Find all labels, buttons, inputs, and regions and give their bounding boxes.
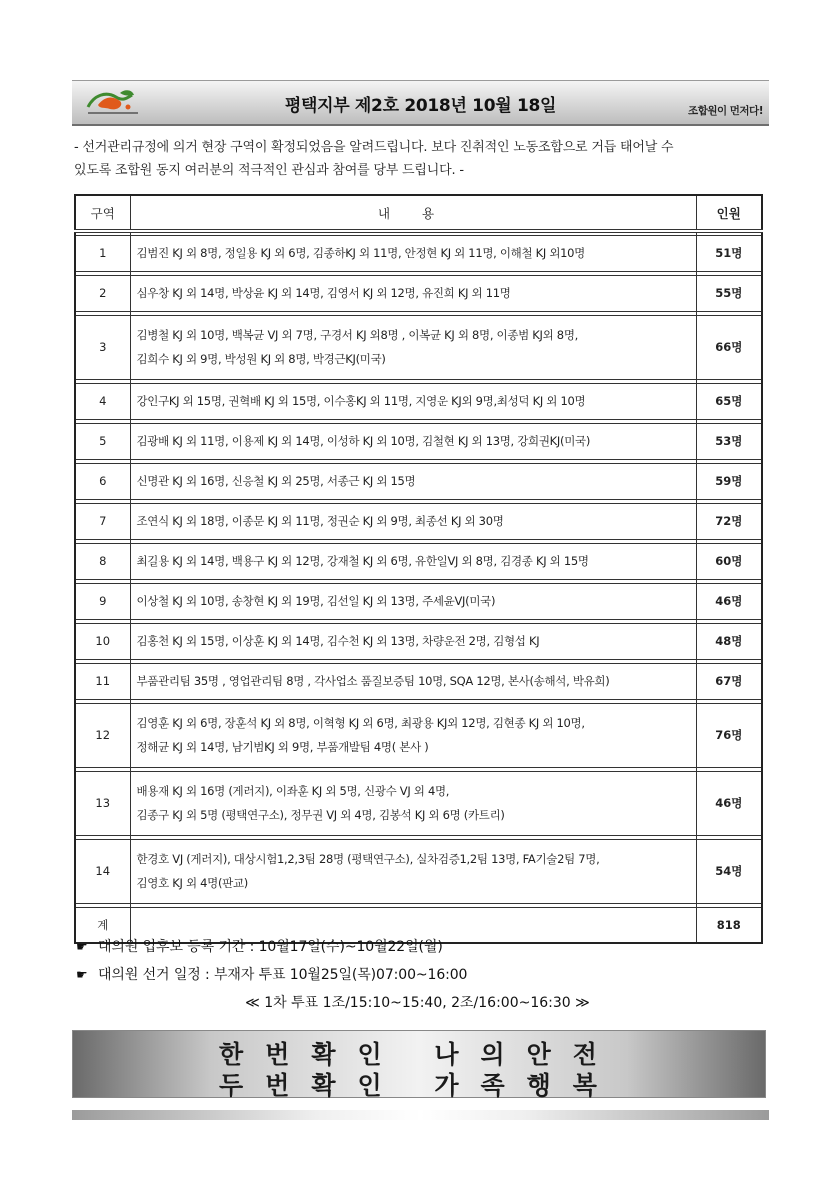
member-line: 이상철 KJ 외 10명, 송창현 KJ 외 19명, 김선일 KJ 외 13명, 주세윤VJ(미국) [136, 594, 496, 608]
district-number: 9 [75, 583, 130, 619]
table-body [75, 231, 762, 943]
safety-banner [72, 1030, 766, 1098]
member-count: 59명 [696, 463, 762, 499]
district-members [130, 583, 696, 619]
district-number: 2 [75, 275, 130, 311]
district-number: 4 [75, 383, 130, 419]
table-row [75, 543, 762, 579]
header-bar [72, 80, 769, 126]
member-line: 김홍천 KJ 외 15명, 이상훈 KJ 외 14명, 김수천 KJ 외 13명, 차량운전 2명, 김형섭 KJ [136, 634, 540, 648]
table-row [75, 315, 762, 379]
table-row [75, 275, 762, 311]
member-count: 67명 [696, 663, 762, 699]
banner-line-2: 두번확인 가족행복 [219, 1071, 619, 1100]
district-members [130, 663, 696, 699]
table-row [75, 623, 762, 659]
member-count: 60명 [696, 543, 762, 579]
member-line: 강인구KJ 외 15명, 권혁배 KJ 외 15명, 이수홍KJ 외 11명, 지영운 KJ외 9명,최성덕 KJ 외 10명 [136, 394, 586, 408]
district-number: 10 [75, 623, 130, 659]
member-count: 76명 [696, 703, 762, 767]
district-members [130, 275, 696, 311]
member-line: 최길용 KJ 외 14명, 백용구 KJ 외 12명, 강재철 KJ 외 6명, 유한일VJ 외 8명, 김경종 KJ 외 15명 [136, 554, 589, 568]
district-members [130, 383, 696, 419]
newsletter-title: 평택지부 제2호 2018년 10월 18일 [284, 96, 557, 116]
district-members [130, 423, 696, 459]
district-number: 11 [75, 663, 130, 699]
member-line: 김희수 KJ 외 9명, 박성원 KJ 외 8명, 박경근KJ(미국) [136, 352, 386, 366]
district-members [130, 623, 696, 659]
table-header-row [75, 195, 762, 231]
footer-bar [72, 1110, 769, 1120]
member-line: 김병철 KJ 외 10명, 백복균 VJ 외 7명, 구경서 KJ 외8명 , 이복균 KJ 외 8명, 이종범 KJ외 8명, [136, 328, 578, 342]
notice-text: 대의원 선거 일정 : 부재자 투표 10월25일(목)07:00~16:00 [98, 967, 468, 983]
district-number: 12 [75, 703, 130, 767]
member-line: 신명관 KJ 외 16명, 신응철 KJ 외 25명, 서종근 KJ 외 15명 [136, 474, 416, 488]
member-count: 66명 [696, 315, 762, 379]
member-count: 46명 [696, 583, 762, 619]
header-count: 인원 [696, 195, 762, 231]
header-district: 구역 [75, 195, 130, 231]
district-members [130, 463, 696, 499]
member-count: 54명 [696, 839, 762, 903]
district-members [130, 839, 696, 903]
total-count: 818 [696, 907, 762, 943]
header-content: 내 용 [130, 195, 696, 231]
member-count: 48명 [696, 623, 762, 659]
table-row [75, 703, 762, 767]
member-count: 65명 [696, 383, 762, 419]
district-members [130, 543, 696, 579]
member-line: 김광배 KJ 외 11명, 이용제 KJ 외 14명, 이성하 KJ 외 10명, 김철현 KJ 외 13명, 강희권KJ(미국) [136, 434, 591, 448]
intro-line: 있도록 조합원 동지 여러분의 적극적인 관심과 참여를 당부 드립니다. - [74, 163, 464, 178]
member-count: 53명 [696, 423, 762, 459]
member-count: 51명 [696, 235, 762, 271]
banner-line-1: 한번확인 나의안전 [219, 1040, 619, 1069]
member-line: 김종구 KJ 외 5명 (평택연구소), 정무권 VJ 외 4명, 김봉석 KJ 외 6명 (카트리) [136, 808, 505, 822]
district-members [130, 703, 696, 767]
pointing-hand-icon: ☛ [76, 940, 88, 955]
district-members [130, 503, 696, 539]
member-line: 김영훈 KJ 외 6명, 장훈석 KJ 외 8명, 이혁형 KJ 외 6명, 최광용 KJ외 12명, 김현종 KJ 외 10명, [136, 716, 585, 730]
member-count: 72명 [696, 503, 762, 539]
district-number: 5 [75, 423, 130, 459]
table-row [75, 383, 762, 419]
district-number: 8 [75, 543, 130, 579]
member-line: 김범진 KJ 외 8명, 정일용 KJ 외 6명, 김종하KJ 외 11명, 안정현 KJ 외 11명, 이해철 KJ 외10명 [136, 246, 585, 260]
total-label: 계 [75, 907, 130, 943]
notice-registration [76, 936, 443, 956]
district-members [130, 235, 696, 271]
district-number: 1 [75, 235, 130, 271]
notice-schedule [76, 964, 467, 984]
district-number: 14 [75, 839, 130, 903]
member-line: 심우창 KJ 외 14명, 박상윤 KJ 외 14명, 김영서 KJ 외 12명, 유진희 KJ 외 11명 [136, 286, 511, 300]
district-number: 7 [75, 503, 130, 539]
member-count: 46명 [696, 771, 762, 835]
vote-time: ≪ 1차 투표 1조/15:10~15:40, 2조/16:00~16:30 ≫ [245, 995, 590, 1011]
table-row [75, 235, 762, 271]
table-row [75, 423, 762, 459]
member-line: 한경호 VJ (게러지), 대상시험1,2,3팀 28명 (평택연구소), 실차검증1,2팀 13명, FA기술2팀 7명, [136, 852, 600, 866]
table-row [75, 463, 762, 499]
district-number: 6 [75, 463, 130, 499]
intro-paragraph [74, 136, 764, 182]
district-members [130, 315, 696, 379]
intro-line: - 선거관리규정에 의거 현장 구역이 확정되었음을 알려드립니다. 보다 진취적인 노동조합으로 거듭 태어날 수 [74, 140, 674, 155]
table-row [75, 583, 762, 619]
member-line: 부품관리팀 35명 , 영업관리팀 8명 , 각사업소 품질보증팀 10명, SQA 12명, 본사(송해석, 박유희) [136, 674, 610, 688]
member-line: 정해균 KJ 외 14명, 남기범KJ 외 9명, 부품개발팀 4명( 본사 ) [136, 740, 429, 754]
member-line: 배용재 KJ 외 16명 (게러지), 이좌훈 KJ 외 5명, 신광수 VJ 외 4명, [136, 784, 450, 798]
member-line: 김영호 KJ 외 4명(판교) [136, 876, 248, 890]
district-number: 13 [75, 771, 130, 835]
district-number: 3 [75, 315, 130, 379]
table-row [75, 771, 762, 835]
table-row [75, 663, 762, 699]
member-count: 55명 [696, 275, 762, 311]
district-table [74, 194, 763, 944]
notice-text: 대의원 입후보 등록 기간 : 10월17일(수)~10월22일(월) [98, 939, 443, 955]
pointing-hand-icon: ☛ [76, 968, 88, 983]
district-members [130, 771, 696, 835]
table-row [75, 503, 762, 539]
header-slogan: 조합원이 먼저다! [688, 105, 763, 117]
table-row [75, 839, 762, 903]
member-line: 조연식 KJ 외 18명, 이종문 KJ 외 11명, 정권순 KJ 외 9명, 최종선 KJ 외 30명 [136, 514, 504, 528]
